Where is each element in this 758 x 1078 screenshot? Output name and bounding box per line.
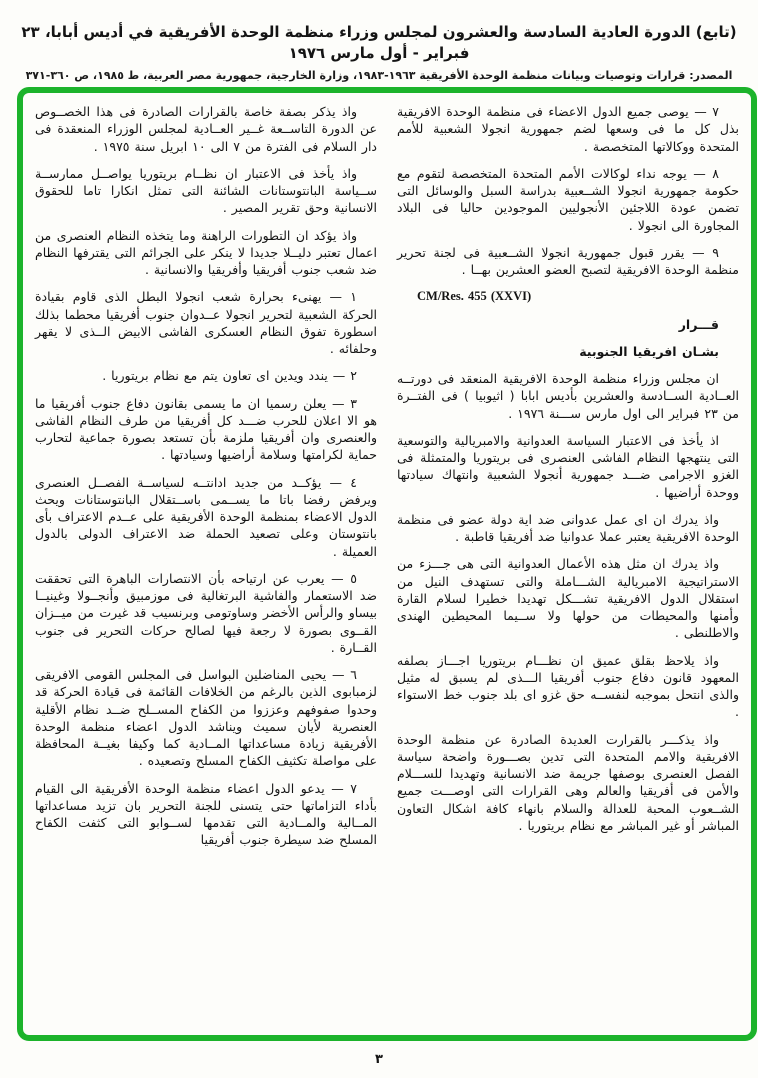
preamble-paragraph: واذ يذكر بصفة خاصة بالقرارات الصادرة فى هذا الخصــوص عن الدورة التاســعة غــير العــادية لمجلس الوزراء المنعقدة فى دار السلام فى الفترة من ٧ الى ١٠ ابريل سنة ١٩٧٥ . bbox=[35, 104, 377, 154]
left-column bbox=[35, 103, 377, 1027]
paragraph-item-7-cont: ٧ — يدعو الدول اعضاء منظمة الوحدة الأفريقية الى القيام بأداء التزاماتها حتى يتسنى للجنة التحرير بان تزيد مساعداتها المــالية والمــادية التى تقدمها لســوابو التى كثفت الكفاح المسلح ضد سيطرة جنوب أفريقيا bbox=[35, 780, 377, 848]
paragraph-item-8: ٨ — يوجه نداء لوكالات الأمم المتحدة المتخصصة لتقوم مع حكومة جمهورية انجولا الشــعبية بدراسة السبل والوسائل التى تضمن عودة اللاجئين الأنجوليين الموجودين حاليا فى البلاد المجاورة الى انجولا . bbox=[397, 165, 739, 233]
preamble-paragraph: واذ يلاحظ بقلق عميق ان نظـــام بريتوريا اجـــاز بصلفه المعهود قانون دفاع جنوب أفريقيا الـــذى لم يسبق له مثيل والذى انتحل بموجبه لنفســه حق غزو اى بلد جنوب خط الاستواء . bbox=[397, 652, 739, 720]
paragraph-item-5: ٥ — يعرب عن ارتياحه بأن الانتصارات الباهرة التى تحققت ضد الاستعمار والفاشية البرتغالية فى موزمبيق وأنجــولا وغينيــا بيساو والرأس الأخضر وساوتومى وبرنسيب قد غيرت من ميــزان القــوى بصورة لا رجعة فيها لصالح حركات التحرير فى جنوب القــارة . bbox=[35, 570, 377, 655]
preamble-paragraph: اذ يأخذ فى الاعتبار السياسة العدوانية والامبريالية والتوسعية التى ينتهجها النظام الفاشى العنصرى فى بريتوريا والمتمثلة فى الغزو الاجرامى ضـــد جمهورية أنجولا الشعبية وانتهاك سيادتها ووحدة أراضيها . bbox=[397, 432, 739, 500]
resolution-reference: CM/Res. 455 (XXVI) bbox=[417, 289, 532, 304]
document-frame bbox=[17, 87, 757, 1041]
preamble-paragraph: واذ يؤكد ان التطورات الراهنة وما يتخذه النظام العنصرى من اعمال تعتبر دليــلا جديدا لا ينكر على الجرائم التى يقترفها النظام ضد شعب جنوب أفريقيا وأفريقيا والانسانية . bbox=[35, 227, 377, 277]
source-citation: المصدر: قرارات وتوصيات وبيانات منظمة الوحدة الأفريقية ١٩٦٣-١٩٨٣، وزارة الخارجية، جمهورية مصر العربية، ط ١٩٨٥، ص ٣٦٠-٣٧١ bbox=[25, 69, 733, 82]
preamble-paragraph: واذ يدرك ان مثل هذه الأعمال العدوانية التى هى جـــزء من الاستراتيجية الامبريالية الشـــاملة والتى تستهدف النيل من استقلال الدول الافريقية تشـــكل تهديدا خطيرا لسلام القارة وأمنها والمحيطات من حولها ولا ســيما المحيطين الهندى والاطلنطى . bbox=[397, 556, 739, 641]
resolution-title: قـــرار bbox=[678, 316, 719, 332]
preamble-paragraph: ان مجلس وزراء منظمة الوحدة الافريقية المنعقد فى دورتــه العــادية الســادسة والعشرين بأديس ابابا ( اثيوبيا ) فى الفتــرة من ٢٣ فبراير الى اول مارس ســـنة ١٩٧٦ . bbox=[397, 371, 739, 421]
paragraph-item-2: ٢ — يندد ويدين اى تعاون يتم مع نظام بريتوريا . bbox=[102, 368, 357, 384]
session-title: (تابع) الدورة العادية السادسة والعشرون لمجلس وزراء منظمة الوحدة الأفريقية في أديس أبابا، ٢٣ فبراير - أول مارس ١٩٧٦ bbox=[21, 23, 737, 62]
page-number: ٣ bbox=[375, 1052, 383, 1067]
paragraph-item-7: ٧ — يوصى جميع الدول الاعضاء فى منظمة الوحدة الافريقية بذل كل ما فى وسعها لضم جمهورية انجولا الشعبية للأمم المتحدة ووكالاتها المتخصصة . bbox=[397, 104, 739, 154]
paragraph-item-3: ٣ — يعلن رسميا ان ما يسمى بقانون دفاع جنوب أفريقيا ما هو الا اعلان للحرب ضـــد كل أفريقيا من طرف النظام الفاشى والعنصرى وان أفريقيا ملزمة بأن تستعد بصورة جماعية لتحارب حماية لكرامتها وسلامة أراضيها وسيادتها . bbox=[35, 395, 377, 463]
resolution-subtitle: بشـان افريقيا الجنوبية bbox=[579, 343, 719, 359]
preamble-paragraph: واذ يذكـــر بالقرارت العديدة الصادرة عن منظمة الوحدة الافريقية والامم المتحدة التى تدين بصـــورة واضحة سياسة الفصل العنصرى بوصفها جريمة ضد الانسانية وتهديدا للســـلام والأمن فى أفريقيا والعالم وهى القرارات التى اوصـــت جميع الشــعوب المحبة للعدالة والسلام بانهاء كافة اشكال التعاون المباشر أو غير المباشر مع نظام بريتوريا . bbox=[397, 731, 739, 833]
page-header bbox=[0, 22, 758, 83]
paragraph-item-6: ٦ — يحيى المناضلين البواسل فى المجلس القومى الافريقى لزمبابوى الذين بالرغم من الخلافات القائمة فى قيادة الحركة قد وحدوا صفوفهم وعززوا من الكفاح المســلح ضــد نظام الأقلية العنصرية لأيان سميث ويناشد الدول اعضاء منظمة الوحدة الأفريقية زيادة مساعداتها المــادية كما وكيفا بغيــة المحافظة على مواصلة تكثيف الكفاح المسلح وتصعيده . bbox=[35, 667, 377, 769]
paragraph-item-1: ١ — يهنىء بحرارة شعب انجولا البطل الذى قاوم بقيادة الحركة الشعبية لتحرير انجولا عــدوان جنوب أفريقيا محطما بذلك اسطورة تفوق النظام العسكرى الفاشى الابيض الــذى لا يقهر وحلفائه . bbox=[35, 289, 377, 356]
right-column bbox=[397, 103, 739, 1027]
two-column-layout bbox=[35, 103, 739, 1027]
paragraph-item-9: ٩ — يقرر قبول جمهورية انجولا الشــعبية فى لجنة تحرير منظمة الوحدة الافريقية لتصبح العضو العشرين بهــا . bbox=[397, 244, 739, 277]
preamble-paragraph: واذ يأخذ فى الاعتبار ان نظــام بريتوريا يواصــل ممارســة ســياسة البانتوستانات الشائنة التى تمثل انكارا تاما للحقوق الانسانية وحق تقرير المصير . bbox=[35, 165, 377, 216]
paragraph-item-4: ٤ — يؤكــد من جديد ادانتــه لسياســة الفصــل العنصرى ويرفض رفضا باتا ما يســمى باســتقلال البانتوستانات ويحث الدول الاعضاء بمنظمة الوحدة الأفريقية على عــدم الاعتراف بأى بانتوستان وعلى تصعيد الحملة ضد الاعتراف الدولى بالدول العميلة . bbox=[35, 474, 377, 559]
preamble-paragraph: واذ يدرك ان اى عمل عدوانى ضد اية دولة عضو فى منظمة الوحدة الافريقية يعتبر عملا عدوانيا ضد أفريقيا قاطبة . bbox=[397, 511, 739, 544]
